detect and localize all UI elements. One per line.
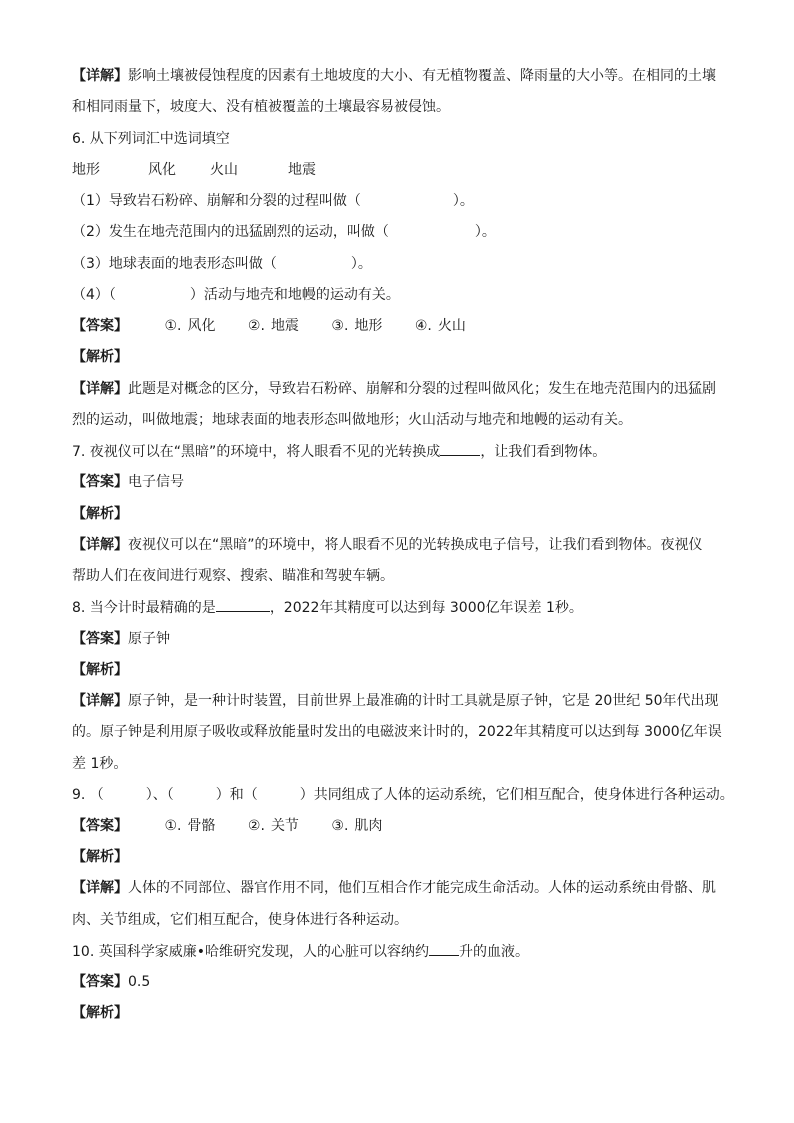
q6-item-2	[72, 222, 496, 242]
q7-question-suffix: ，让我们看到物体。	[480, 444, 607, 460]
detail-tag: 【详解】	[72, 880, 128, 896]
q7-detail-text1: 夜视仪可以在“黑暗”的环境中，将人眼看不见的光转换成电子信号，让我们看到物体。夜视仪	[128, 537, 703, 553]
detail-tag: 【详解】	[72, 381, 128, 397]
q8-question	[72, 597, 583, 618]
q8-detail-line1	[72, 691, 719, 711]
answer-option: ①. 风化	[164, 318, 216, 334]
word-item: 地形	[72, 162, 100, 178]
q8-detail-text1: 原子钟，是一种计时装置，目前世界上最准确的计时工具就是原子钟，它是 20世纪 50年代出现	[128, 693, 719, 709]
q6-detail-text1: 此题是对概念的区分，导致岩石粉碎、崩解和分裂的过程叫做风化；发生在地壳范围内的迅猛剧	[128, 381, 716, 397]
q8-question-suffix: ，2022年其精度可以达到每 3000亿年误差 1秒。	[269, 600, 583, 616]
analysis-tag: 【解析】	[72, 662, 128, 678]
q6-item-4	[72, 285, 400, 305]
q6-answer	[72, 316, 494, 336]
answer-tag: 【答案】	[72, 631, 128, 647]
q6-item-4-prefix: （4）（	[72, 287, 116, 303]
q9-question: 9. （ ）、（ ）和（ ）共同组成了人体的运动系统，它们相互配合，使身体进行各种运动。	[72, 787, 734, 803]
q10-answer-text: 0.5	[128, 974, 151, 990]
q7-detail-line1	[72, 535, 703, 555]
q6-item-3-prefix: （3）地球表面的地表形态叫做（	[72, 256, 277, 272]
q8-question-prefix: 8. 当今计时最精确的是	[72, 600, 216, 616]
q8-detail-line2: 的。原子钟是利用原子吸收或释放能量时发出的电磁波来计时的，2022年其精度可以达到每 3000亿年误	[72, 724, 722, 740]
answer-tag: 【答案】	[72, 818, 128, 834]
detail-tag: 【详解】	[72, 537, 128, 553]
q7-question	[72, 441, 606, 462]
q10-answer	[72, 972, 150, 992]
answer-blank	[440, 441, 480, 456]
answer-option: ③. 肌肉	[331, 818, 383, 834]
q7-detail-line2: 帮助人们在夜间进行观察、搜索、瞄准和驾驶车辆。	[72, 568, 394, 584]
q6-item-1-prefix: （1）导致岩石粉碎、崩解和分裂的过程叫做（	[72, 193, 361, 209]
answer-option: ③. 地形	[331, 318, 383, 334]
q6-item-2-suffix: ）。	[474, 224, 496, 240]
answer-option: ②. 地震	[247, 318, 299, 334]
q9-answer	[72, 816, 410, 836]
q6-detail-line2: 烈的运动，叫做地震；地球表面的地表形态叫做地形；火山活动与地壳和地幔的运动有关。	[72, 412, 632, 428]
analysis-tag: 【解析】	[72, 506, 128, 522]
q5-detail-text1: 影响土壤被侵蚀程度的因素有土地坡度的大小、有无植物覆盖、降雨量的大小等。在相同的土壤	[128, 68, 716, 84]
analysis-tag: 【解析】	[72, 849, 128, 865]
answer-blank	[429, 941, 459, 956]
q9-detail-text1: 人体的不同部位、器官作用不同，他们互相合作才能完成生命活动。人体的运动系统由骨骼、肌	[128, 880, 716, 896]
q9-detail-line2: 肉、关节组成，它们相互配合，使身体进行各种运动。	[72, 912, 408, 928]
answer-option: ①. 骨骼	[164, 818, 216, 834]
answer-blank	[216, 597, 270, 612]
q6-item-4-suffix: ）活动与地壳和地幔的运动有关。	[189, 287, 400, 303]
q6-word-bank	[72, 160, 316, 180]
q6-item-1-suffix: ）。	[452, 193, 474, 209]
answer-option: ②. 关节	[247, 818, 299, 834]
word-item: 火山	[210, 162, 238, 178]
q5-detail-line2: 和相同雨量下，坡度大、没有植被覆盖的土壤最容易被侵蚀。	[72, 99, 450, 115]
q6-item-3	[72, 254, 372, 274]
answer-tag: 【答案】	[72, 974, 128, 990]
q7-answer	[72, 472, 184, 492]
q10-question	[72, 941, 529, 962]
detail-tag: 【详解】	[72, 693, 128, 709]
q6-detail-line1	[72, 379, 716, 399]
q8-answer-text: 原子钟	[128, 631, 170, 647]
word-item: 风化	[148, 162, 176, 178]
q6-item-1	[72, 191, 474, 211]
analysis-tag: 【解析】	[72, 1005, 128, 1021]
q6-title: 6. 从下列词汇中选词填空	[72, 131, 230, 147]
q8-answer	[72, 629, 170, 649]
q6-item-2-prefix: （2）发生在地壳范围内的迅猛剧烈的运动，叫做（	[72, 224, 389, 240]
q5-detail-line1	[72, 66, 716, 86]
word-item: 地震	[288, 162, 316, 178]
q8-detail-line3: 差 1秒。	[72, 756, 128, 772]
q10-question-suffix: 升的血液。	[458, 944, 529, 960]
answer-tag: 【答案】	[72, 318, 128, 334]
q7-question-prefix: 7. 夜视仪可以在“黑暗”的环境中，将人眼看不见的光转换成	[72, 444, 441, 460]
q9-detail-line1	[72, 878, 716, 898]
detail-tag: 【详解】	[72, 68, 128, 84]
q7-answer-text: 电子信号	[128, 474, 184, 490]
q6-item-3-suffix: ）。	[350, 256, 372, 272]
answer-option: ④. 火山	[414, 318, 466, 334]
answer-tag: 【答案】	[72, 474, 128, 490]
analysis-tag: 【解析】	[72, 349, 128, 365]
q10-question-prefix: 10. 英国科学家威廉•哈维研究发现，人的心脏可以容纳约	[72, 944, 429, 960]
